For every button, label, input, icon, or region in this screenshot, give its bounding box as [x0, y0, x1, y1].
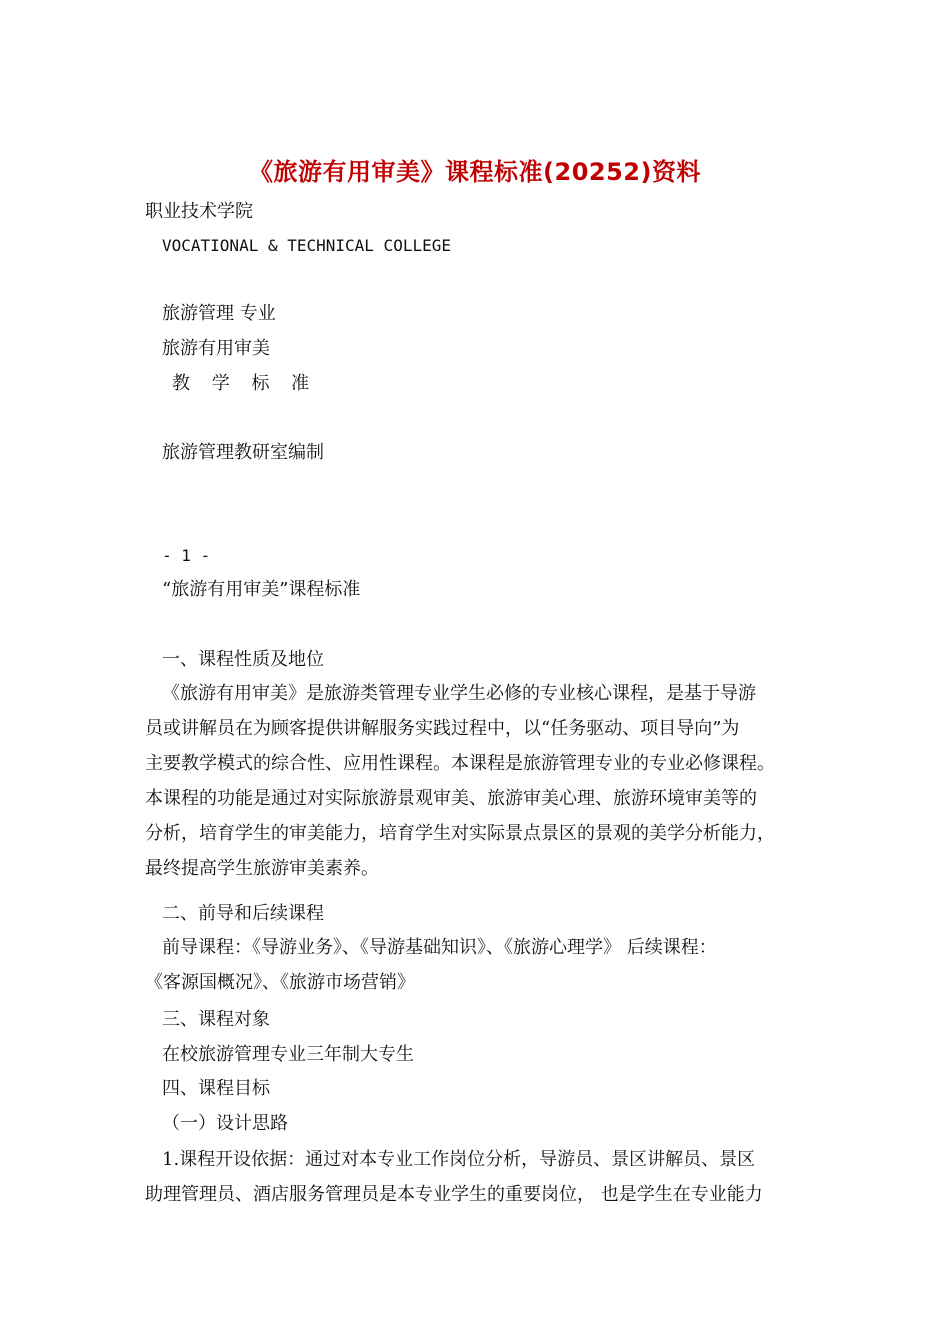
page-number: - 1 -	[162, 546, 211, 565]
body-line: 员或讲解员在为顾客提供讲解服务实践过程中，以“任务驱动、项目导向”为	[145, 718, 740, 739]
document-title: 《旅游有用审美》课程标准(20252)资料	[249, 158, 701, 186]
body-line: 助理管理员、酒店服务管理员是本专业学生的重要岗位， 也是学生在专业能力	[145, 1184, 763, 1205]
section-heading: “旅游有用审美”课程标准	[162, 579, 361, 600]
body-line: 一、课程性质及地位	[162, 649, 324, 670]
body-line: 四、课程目标	[162, 1078, 270, 1099]
course-name: 旅游有用审美	[162, 338, 270, 359]
body-line: （一）设计思路	[162, 1113, 288, 1134]
school-name-en: VOCATIONAL & TECHNICAL COLLEGE	[162, 236, 451, 255]
school-name: 职业技术学院	[145, 201, 253, 222]
body-line: 1.课程开设依据：通过对本专业工作岗位分析，导游员、景区讲解员、景区	[162, 1149, 756, 1170]
body-line: 《旅游有用审美》是旅游类管理专业学生必修的专业核心课程，是基于导游	[162, 683, 756, 704]
body-line: 本课程的功能是通过对实际旅游景观审美、旅游审美心理、旅游环境审美等的	[145, 788, 757, 809]
body-line: 分析，培育学生的审美能力，培育学生对实际景点景区的景观的美学分析能力，	[145, 823, 775, 844]
body-line: 主要教学模式的综合性、应用性课程。本课程是旅游管理专业的专业必修课程。	[145, 753, 775, 774]
compiler: 旅游管理教研室编制	[162, 442, 324, 463]
body-line: 最终提高学生旅游审美素养。	[145, 858, 379, 879]
body-line: 《客源国概况》、《旅游市场营销》	[145, 972, 415, 993]
body-line: 前导课程：《导游业务》、《导游基础知识》、《旅游心理学》 后续课程：	[162, 937, 717, 958]
document-type: 教 学 标 准	[172, 373, 318, 394]
body-line: 三、课程对象	[162, 1009, 270, 1030]
body-line: 在校旅游管理专业三年制大专生	[162, 1044, 414, 1065]
major-name: 旅游管理 专业	[162, 303, 276, 324]
body-line: 二、前导和后续课程	[162, 903, 324, 924]
